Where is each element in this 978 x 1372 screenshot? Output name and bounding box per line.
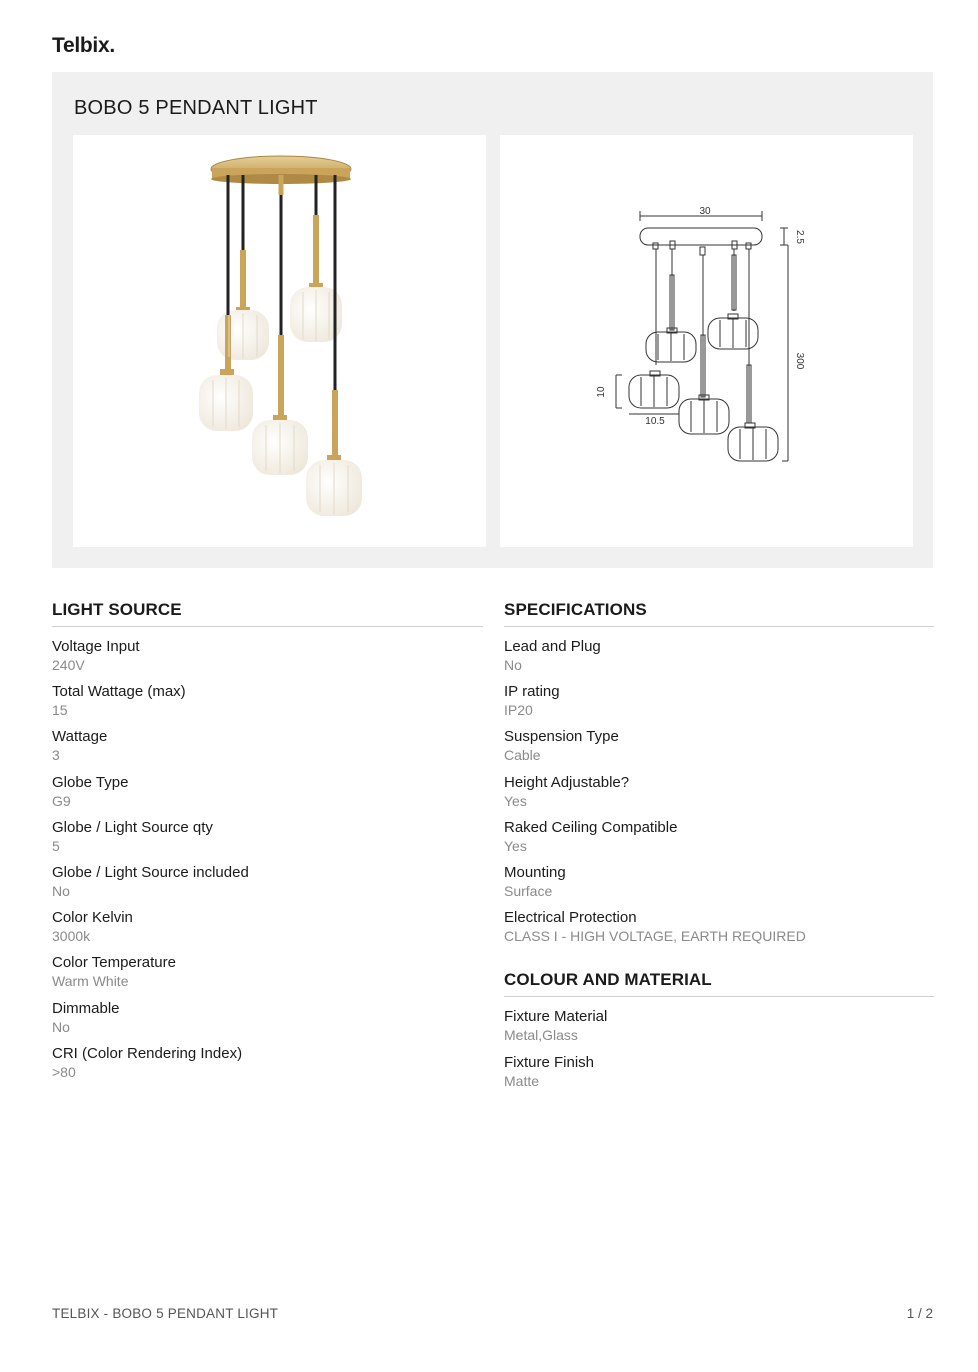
footer-title: TELBIX - BOBO 5 PENDANT LIGHT [52,1306,279,1321]
spec-value: Surface [504,882,553,899]
spec-label: IP rating [504,683,560,701]
section-title-colour-material: COLOUR AND MATERIAL [504,970,934,997]
spec-label: Mounting [504,863,566,881]
spec-value: 3 [52,747,60,764]
light-source-section [52,600,483,1089]
spec-value: Cable [504,747,541,764]
spec-value: 3000k [52,928,91,945]
spec-item [504,682,934,727]
product-title: BOBO 5 PENDANT LIGHT [74,97,318,119]
dim-globe-width-label: 10.5 [645,416,665,427]
spec-label: Height Adjustable? [504,773,630,791]
spec-label: Total Wattage (max) [52,683,186,701]
spec-label: Suspension Type [504,728,619,746]
brand-logo: Telbix. [52,34,115,57]
spec-item [504,1007,934,1052]
spec-item [52,863,483,908]
page-number: 1 / 2 [906,1306,933,1321]
spec-value: Yes [504,837,527,854]
spec-value: Warm White [52,973,129,990]
section-spacer [504,953,934,970]
dim-canopy-label: 2.5 [794,230,805,244]
spec-item [504,773,934,818]
spec-item [504,637,934,682]
spec-label: Globe / Light Source qty [52,818,213,836]
spec-label: Wattage [52,728,108,746]
spec-item [52,999,483,1044]
spec-item [504,1053,934,1098]
spec-value: No [52,882,70,899]
dim-globe-height-label: 10 [596,386,607,398]
spec-label: Color Temperature [52,954,176,972]
section-title-specifications: SPECIFICATIONS [504,600,934,627]
product-photo [73,135,486,547]
spec-value: Matte [504,1072,540,1089]
spec-item [52,773,483,818]
spec-item [52,682,483,727]
spec-label: Fixture Finish [504,1053,595,1071]
dimension-drawing [500,135,913,547]
spec-value: Metal,Glass [504,1027,578,1044]
spec-item [504,818,934,863]
spec-item [52,637,483,682]
spec-label: Dimmable [52,999,120,1017]
spec-label: Lead and Plug [504,638,601,655]
spec-item [52,818,483,863]
spec-label: Fixture Material [504,1008,608,1026]
spec-label: Globe / Light Source included [52,863,249,881]
spec-item [52,1044,483,1089]
spec-value: No [504,657,522,673]
spec-value: 15 [52,702,68,719]
specifications-section [504,600,934,1098]
spec-label: Electrical Protection [504,909,637,927]
spec-label: Voltage Input [52,638,140,655]
spec-value: CLASS I - HIGH VOLTAGE, EARTH REQUIRED [504,928,806,945]
spec-value: IP20 [504,702,533,719]
spec-item [504,908,934,953]
dim-width-label: 30 [699,206,711,217]
spec-label: Raked Ceiling Compatible [504,818,678,836]
spec-item [504,727,934,772]
spec-item [52,908,483,953]
spec-item [52,727,483,772]
spec-value: G9 [52,792,71,809]
product-hero [52,72,933,568]
section-title-light-source: LIGHT SOURCE [52,600,483,627]
spec-value: >80 [52,1063,76,1080]
spec-value: 240V [52,657,85,673]
spec-label: Globe Type [52,773,129,791]
spec-label: CRI (Color Rendering Index) [52,1044,243,1062]
dim-drop-label: 300 [794,352,805,370]
spec-item [52,953,483,998]
spec-value: No [52,1018,70,1035]
spec-value: 5 [52,837,60,854]
spec-label: Color Kelvin [52,909,133,927]
spec-value: Yes [504,792,527,809]
spec-item [504,863,934,908]
dimension-diagram [500,135,913,547]
pendant-photo-illustration [73,135,486,547]
